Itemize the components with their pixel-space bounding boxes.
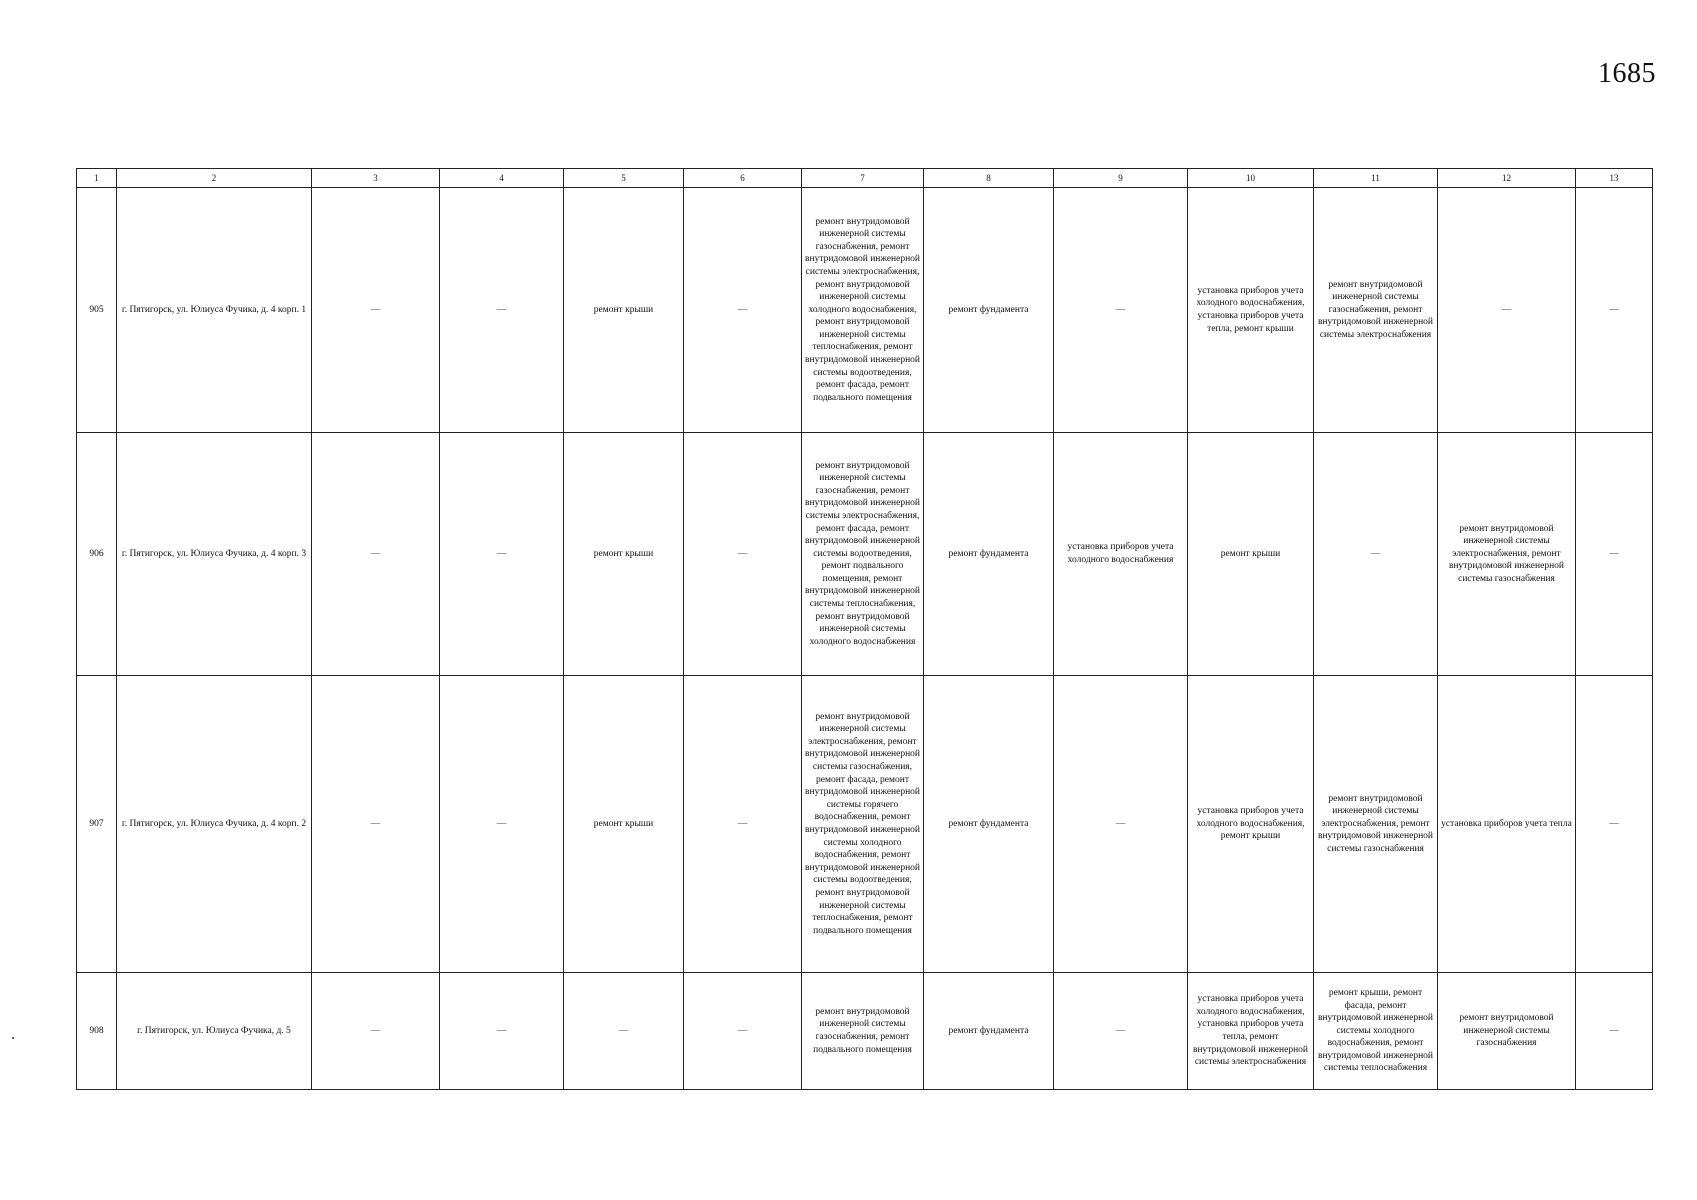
cell-col-13: — — [1576, 188, 1653, 433]
cell-col-6: — — [684, 433, 802, 676]
page-number: 1685 — [1598, 58, 1656, 89]
column-header-4: 4 — [440, 169, 564, 188]
cell-col-8: ремонт фундамента — [924, 433, 1054, 676]
column-header-10: 10 — [1188, 169, 1314, 188]
column-header-9: 9 — [1054, 169, 1188, 188]
cell-col-13: — — [1576, 433, 1653, 676]
cell-col-5: ремонт крыши — [564, 433, 684, 676]
cell-col-12: ремонт внутридомовой инженерной системы газоснабжения — [1438, 973, 1576, 1090]
column-header-6: 6 — [684, 169, 802, 188]
cell-col-6: — — [684, 973, 802, 1090]
column-header-13: 13 — [1576, 169, 1653, 188]
cell-col-10: установка приборов учета холодного водоснабжения, установка приборов учета тепла, ремонт внутридомовой инженерной системы электроснабжения — [1188, 973, 1314, 1090]
column-header-8: 8 — [924, 169, 1054, 188]
cell-col-10: установка приборов учета холодного водоснабжения, установка приборов учета тепла, ремонт крыши — [1188, 188, 1314, 433]
cell-col-7: ремонт внутридомовой инженерной системы газоснабжения, ремонт подвального помещения — [802, 973, 924, 1090]
cell-col-4: — — [440, 433, 564, 676]
cell-col-10: ремонт крыши — [1188, 433, 1314, 676]
cell-col-11: ремонт внутридомовой инженерной системы электроснабжения, ремонт внутридомовой инженерной системы газоснабжения — [1314, 676, 1438, 973]
cell-col-3: — — [312, 188, 440, 433]
column-header-11: 11 — [1314, 169, 1438, 188]
cell-col-5: ремонт крыши — [564, 188, 684, 433]
cell-col-13: — — [1576, 973, 1653, 1090]
row-number: 906 — [77, 433, 117, 676]
column-header-5: 5 — [564, 169, 684, 188]
cell-col-12: установка приборов учета тепла — [1438, 676, 1576, 973]
cell-col-8: ремонт фундамента — [924, 973, 1054, 1090]
cell-col-11: ремонт внутридомовой инженерной системы газоснабжения, ремонт внутридомовой инженерной системы электроснабжения — [1314, 188, 1438, 433]
table-row — [77, 676, 1653, 973]
row-number: 908 — [77, 973, 117, 1090]
cell-col-5: ремонт крыши — [564, 676, 684, 973]
cell-col-5: — — [564, 973, 684, 1090]
cell-col-3: — — [312, 973, 440, 1090]
cell-col-13: — — [1576, 676, 1653, 973]
cell-col-6: — — [684, 188, 802, 433]
column-header-7: 7 — [802, 169, 924, 188]
cell-col-3: — — [312, 676, 440, 973]
cell-col-9: — — [1054, 676, 1188, 973]
column-header-1: 1 — [77, 169, 117, 188]
cell-col-7: ремонт внутридомовой инженерной системы газоснабжения, ремонт внутридомовой инженерной системы электроснабжения, ремонт фасада, ремонт внутридомовой инженерной системы водоотведения, ремонт подвального помещения, ремонт внутридомовой инженерной системы теплоснабжения, ремонт внутридомовой инженерной системы холодного водоснабжения — [802, 433, 924, 676]
cell-col-10: установка приборов учета холодного водоснабжения, ремонт крыши — [1188, 676, 1314, 973]
address-cell: г. Пятигорск, ул. Юлиуса Фучика, д. 4 корп. 3 — [117, 433, 312, 676]
table-row — [77, 188, 1653, 433]
column-header-12: 12 — [1438, 169, 1576, 188]
cell-col-9: — — [1054, 973, 1188, 1090]
cell-col-11: ремонт крыши, ремонт фасада, ремонт внутридомовой инженерной системы холодного водоснабжения, ремонт внутридомовой инженерной системы теплоснабжения — [1314, 973, 1438, 1090]
overhaul-schedule-table — [76, 168, 1653, 1090]
column-header-2: 2 — [117, 169, 312, 188]
row-number: 907 — [77, 676, 117, 973]
address-cell: г. Пятигорск, ул. Юлиуса Фучика, д. 4 корп. 1 — [117, 188, 312, 433]
scan-artifact-dot — [12, 1037, 14, 1039]
cell-col-11: — — [1314, 433, 1438, 676]
cell-col-7: ремонт внутридомовой инженерной системы газоснабжения, ремонт внутридомовой инженерной системы электроснабжения, ремонт внутридомовой инженерной системы холодного водоснабжения, ремонт внутридомовой инженерной системы теплоснабжения, ремонт внутридомовой инженерной системы водоотведения, ремонт фасада, ремонт подвального помещения — [802, 188, 924, 433]
address-cell: г. Пятигорск, ул. Юлиуса Фучика, д. 4 корп. 2 — [117, 676, 312, 973]
cell-col-12: — — [1438, 188, 1576, 433]
cell-col-4: — — [440, 676, 564, 973]
cell-col-4: — — [440, 188, 564, 433]
cell-col-8: ремонт фундамента — [924, 676, 1054, 973]
cell-col-3: — — [312, 433, 440, 676]
row-number: 905 — [77, 188, 117, 433]
table-row — [77, 973, 1653, 1090]
column-header-3: 3 — [312, 169, 440, 188]
cell-col-9: — — [1054, 188, 1188, 433]
address-cell: г. Пятигорск, ул. Юлиуса Фучика, д. 5 — [117, 973, 312, 1090]
table-row — [77, 433, 1653, 676]
cell-col-9: установка приборов учета холодного водоснабжения — [1054, 433, 1188, 676]
cell-col-4: — — [440, 973, 564, 1090]
cell-col-8: ремонт фундамента — [924, 188, 1054, 433]
cell-col-6: — — [684, 676, 802, 973]
cell-col-12: ремонт внутридомовой инженерной системы электроснабжения, ремонт внутридомовой инженерной системы газоснабжения — [1438, 433, 1576, 676]
cell-col-7: ремонт внутридомовой инженерной системы электроснабжения, ремонт внутридомовой инженерной системы газоснабжения, ремонт фасада, ремонт внутридомовой инженерной системы горячего водоснабжения, ремонт внутридомовой инженерной системы холодного водоснабжения, ремонт внутридомовой инженерной системы водоотведения, ремонт внутридомовой инженерной системы теплоснабжения, ремонт подвального помещения — [802, 676, 924, 973]
column-number-row — [77, 169, 1653, 188]
